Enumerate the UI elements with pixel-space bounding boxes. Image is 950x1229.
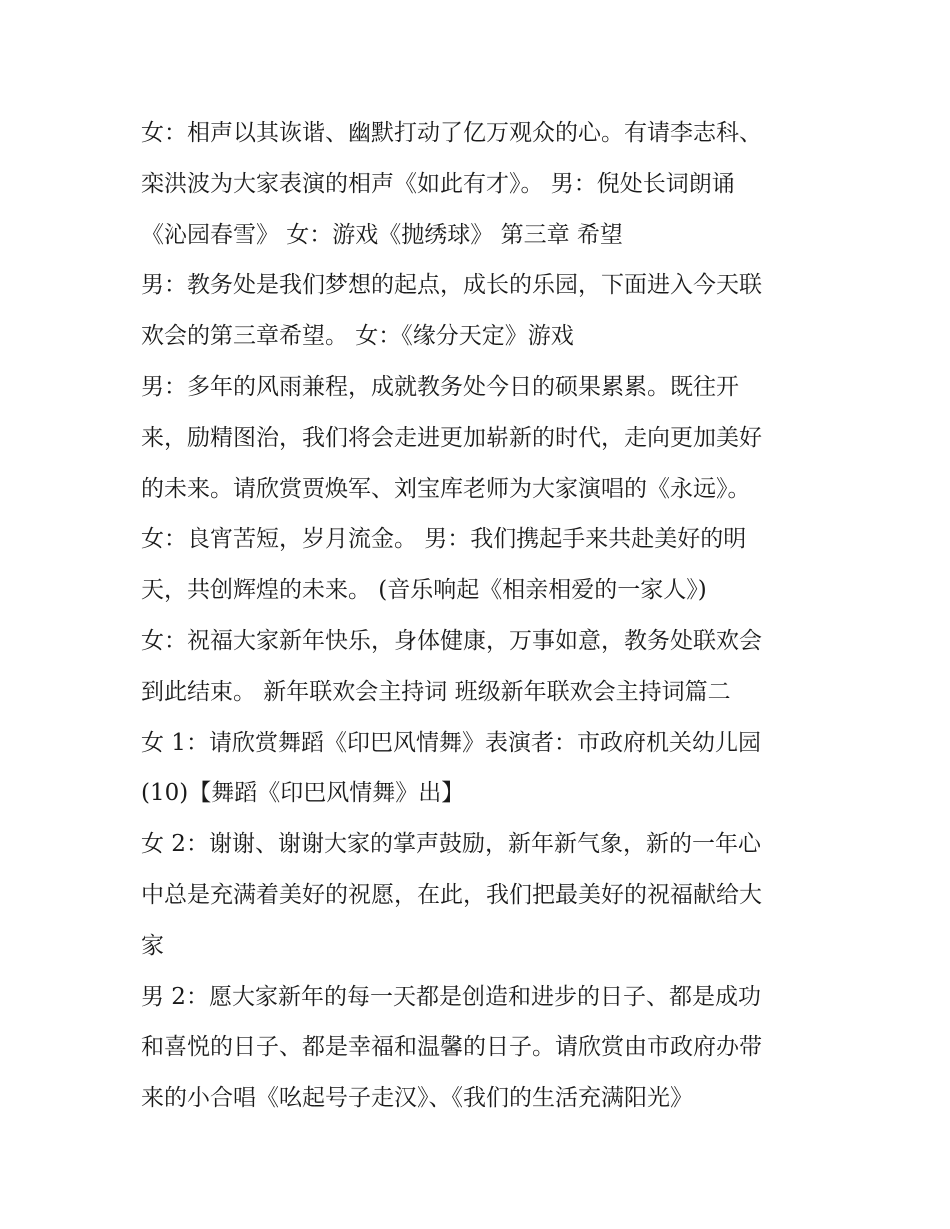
text-line: 家: [141, 932, 164, 959]
text-line: 男：教务处是我们梦想的起点，成长的乐园，下面进入今天联: [141, 272, 762, 299]
text-line: 的未来。请欣赏贾焕军、刘宝库老师为大家演唱的《永远》。: [141, 475, 751, 502]
text-line: 天，共创辉煌的未来。 (音乐响起《相亲相爱的一家人》): [141, 577, 707, 604]
text-line: 栾洪波为大家表演的相声《如此有才》。 男：倪处长词朗诵: [141, 170, 735, 197]
text-line: 女 1：请欣赏舞蹈《印巴风情舞》表演者：市政府机关幼儿园: [141, 729, 761, 756]
text-line: (10)【舞蹈《印巴风情舞》出】: [141, 780, 465, 807]
text-line: 女 2：谢谢、谢谢大家的掌声鼓励，新年新气象，新的一年心: [141, 831, 761, 858]
document-body: [141, 108, 831, 1124]
text-line: 《沁园春雪》 女：游戏《抛绣球》 第三章 希望: [141, 221, 623, 248]
text-line: 男：多年的风雨兼程，成就教务处今日的硕果累累。既往开: [141, 373, 739, 400]
text-line: 男 2：愿大家新年的每一天都是创造和进步的日子、都是成功: [141, 983, 761, 1010]
text-line: 女：祝福大家新年快乐，身体健康，万事如意，教务处联欢会: [141, 627, 762, 654]
text-line: 来的小合唱《吆起号子走汉》、《我们的生活充满阳光》: [141, 1085, 693, 1112]
text-line: 女：良宵苦短，岁月流金。 男：我们携起手来共赴美好的明: [141, 526, 747, 553]
text-line: 中总是充满着美好的祝愿，在此，我们把最美好的祝福献给大: [141, 881, 762, 908]
text-line: 到此结束。 新年联欢会主持词 班级新年联欢会主持词篇二: [141, 678, 731, 705]
text-line: 来，励精图治，我们将会走进更加崭新的时代，走向更加美好: [141, 424, 762, 451]
text-line: 女：相声以其诙谐、幽默打动了亿万观众的心。有请李志科、: [141, 120, 762, 146]
text-line: 欢会的第三章希望。 女：《缘分天定》游戏: [141, 323, 574, 350]
text-line: 和喜悦的日子、都是幸福和温馨的日子。请欣赏由市政府办带: [141, 1034, 762, 1061]
